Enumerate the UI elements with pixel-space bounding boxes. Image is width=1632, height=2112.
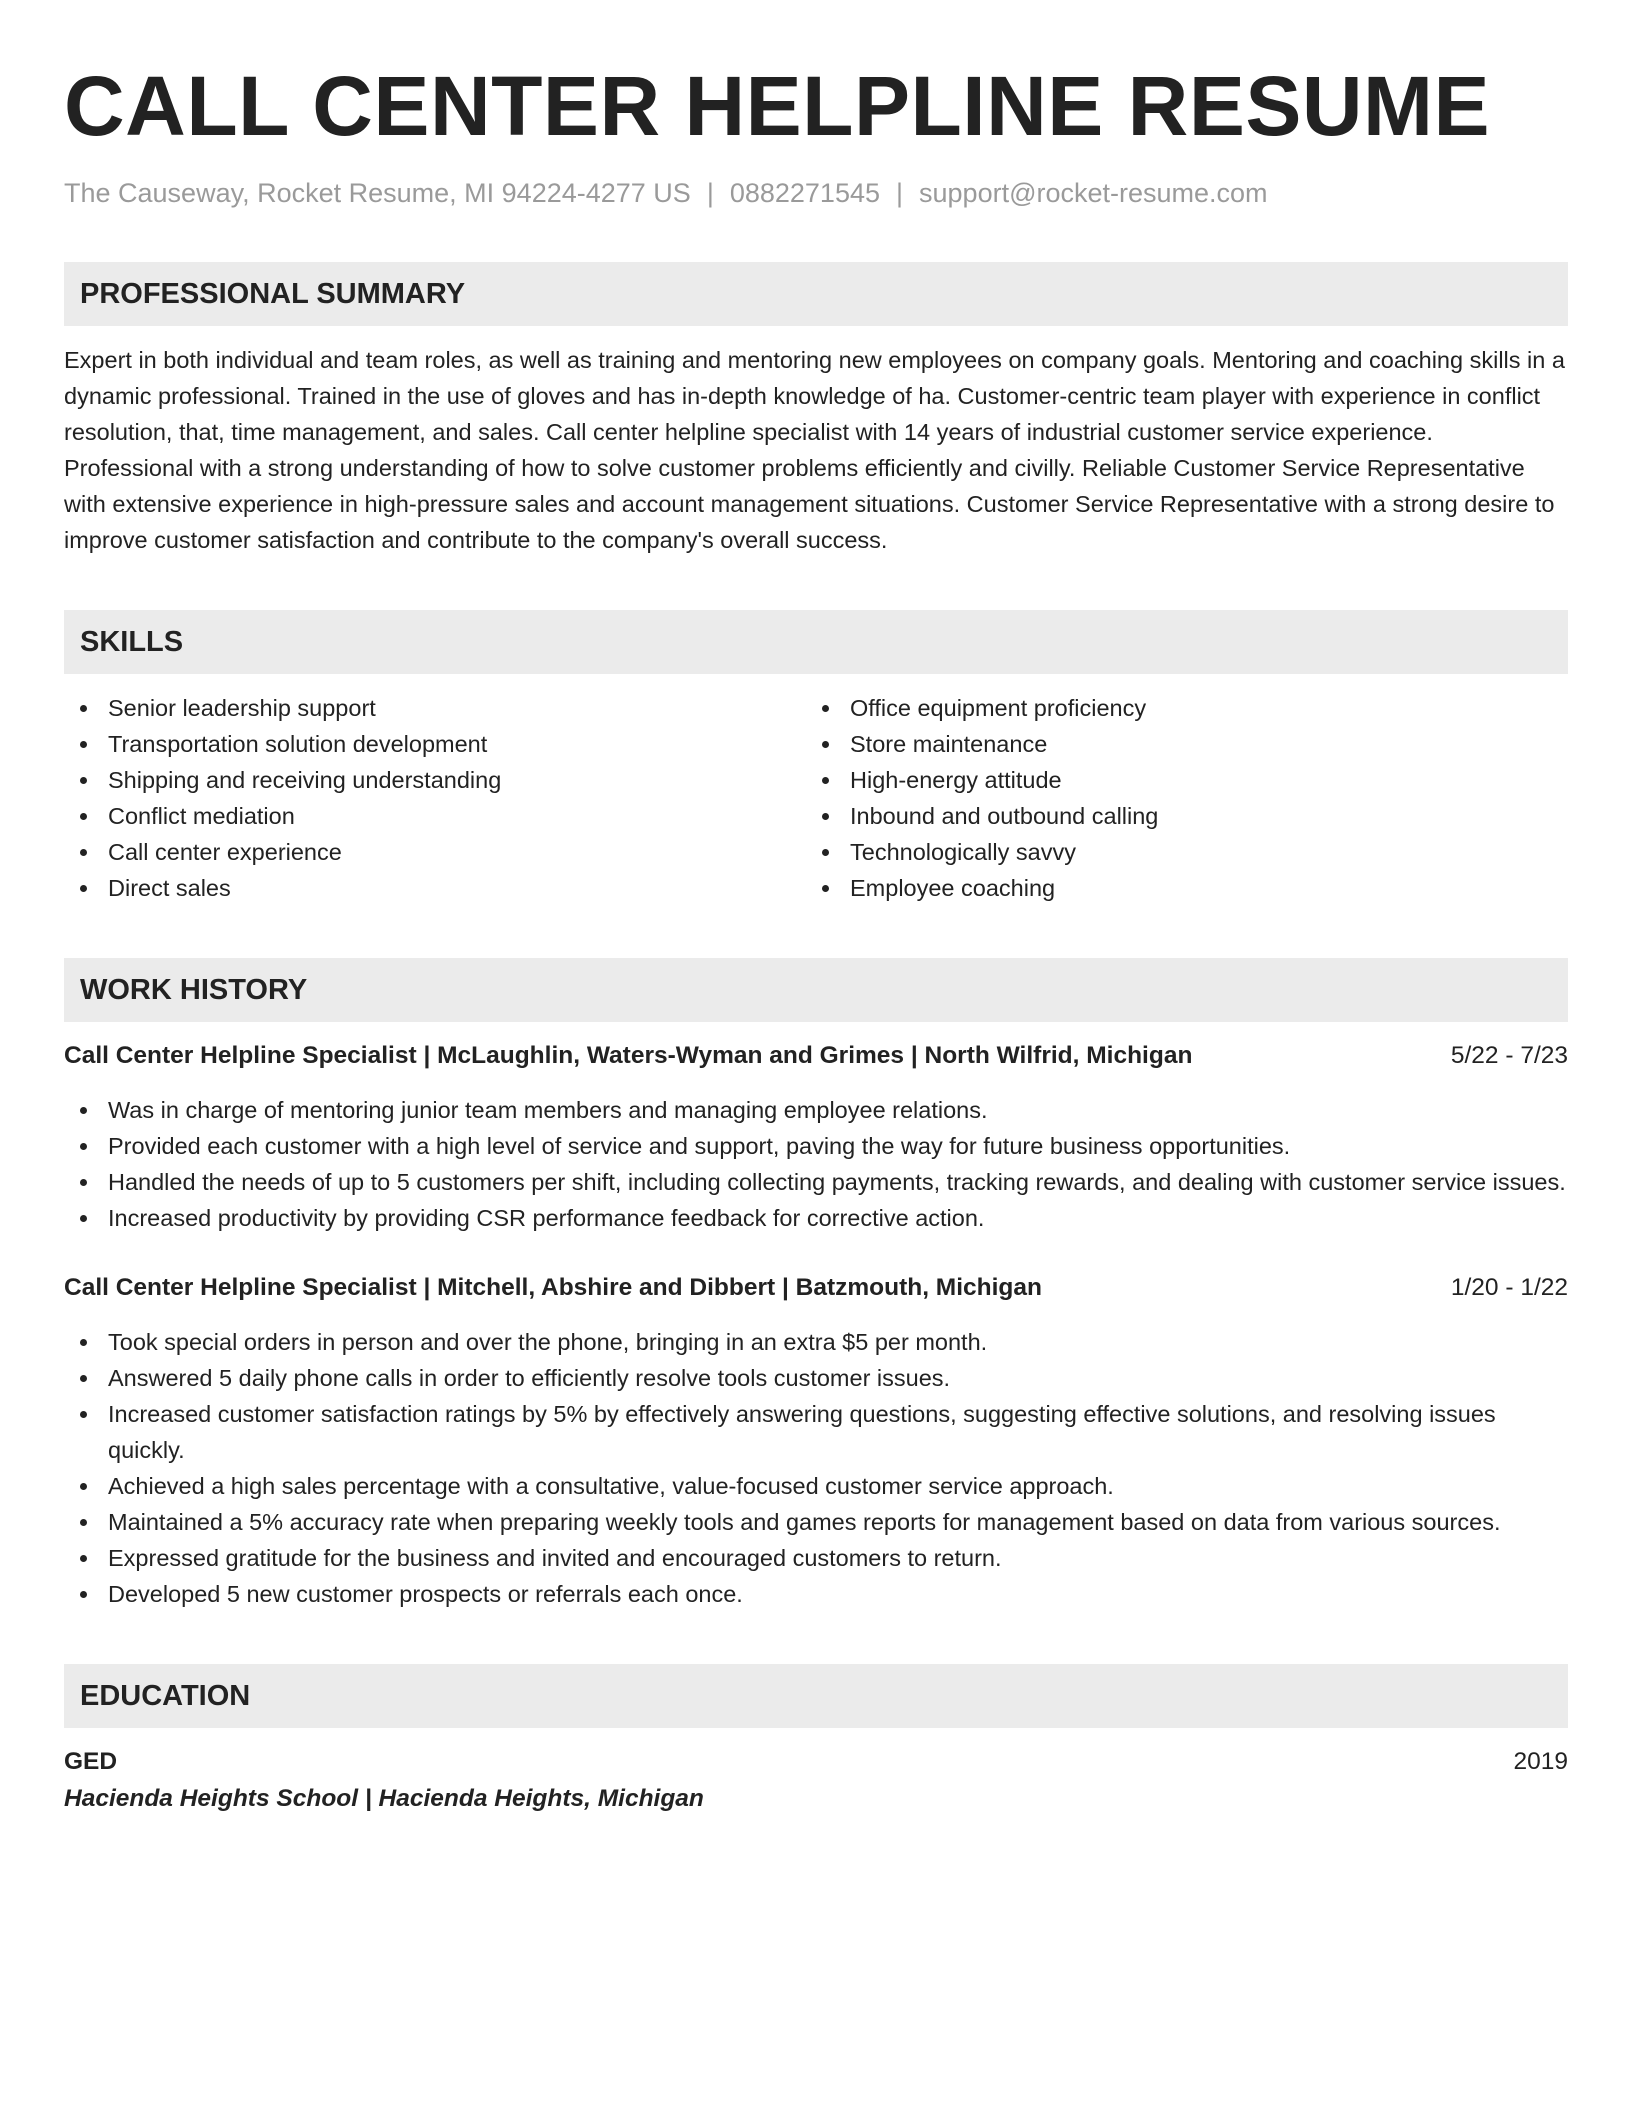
education-school: Hacienda Heights School | Hacienda Heights, Michigan [64,1785,704,1812]
contact-separator: | [706,178,714,208]
job-dates: 5/22 - 7/23 [1450,1042,1568,1069]
skills-column-left [64,690,806,906]
job-bullet: Was in charge of mentoring junior team members and managing employee relations. [64,1092,1568,1128]
contact-line [64,176,1568,210]
job-bullets [64,1324,1568,1612]
job-bullet: Increased productivity by providing CSR performance feedback for corrective action. [64,1200,1568,1236]
skills-column-right [806,690,1548,906]
skill-item: Senior leadership support [64,690,806,726]
job-dates: 1/20 - 1/22 [1450,1274,1568,1301]
education-header [64,1744,1568,1780]
job-bullet: Handled the needs of up to 5 customers per shift, including collecting payments, tracking rewards, and dealing with customer service issues. [64,1164,1568,1200]
job-bullet: Provided each customer with a high level of service and support, paving the way for future business opportunities. [64,1128,1568,1164]
job-bullet: Took special orders in person and over the phone, bringing in an extra $5 per month. [64,1324,1568,1360]
contact-phone: 0882271545 [729,178,880,208]
job-title: Call Center Helpline Specialist | McLaughlin, Waters-Wyman and Grimes | North Wilfrid, Michigan [64,1042,1193,1069]
job-bullet: Developed 5 new customer prospects or referrals each once. [64,1576,1568,1612]
skill-item: Transportation solution development [64,726,806,762]
skill-item: Call center experience [64,834,806,870]
skill-item: Direct sales [64,870,806,906]
skill-item: Store maintenance [806,726,1548,762]
job-header [64,1038,1568,1074]
job-bullet: Answered 5 daily phone calls in order to efficiently resolve tools customer issues. [64,1360,1568,1396]
skill-item: Technologically savvy [806,834,1548,870]
job-title: Call Center Helpline Specialist | Mitchell, Abshire and Dibbert | Batzmouth, Michigan [64,1274,1042,1301]
contact-separator: | [896,178,904,208]
job-bullet: Expressed gratitude for the business and invited and encouraged customers to return. [64,1540,1568,1576]
job-entry [64,1270,1568,1612]
job-bullets [64,1092,1568,1236]
skill-item: Office equipment proficiency [806,690,1548,726]
education-year: 2019 [1513,1748,1568,1775]
summary-text: Expert in both individual and team roles, as well as training and mentoring new employees on company goals. Mentoring and coaching skills in a dynamic professional. Trained in the use of gloves and has in-depth knowledge of ha. Customer-centric team player with experience in conflict resolution, that, time management, and sales. Call center helpline specialist with 14 years of industrial customer service experience. Professional with a strong understanding of how to solve customer problems efficiently and civilly. Reliable Customer Service Representative with extensive experience in high-pressure sales and account management situations. Customer Service Representative with a strong desire to improve customer satisfaction and contribute to the company's overall success. [64,347,1565,553]
education-entry [64,1744,1568,1818]
contact-address: The Causeway, Rocket Resume, MI 94224-4277 US [64,178,691,208]
skills-list [64,690,1568,906]
resume-page [64,58,1568,1818]
section-heading-skills: SKILLS [64,610,1568,674]
skill-item: Shipping and receiving understanding [64,762,806,798]
section-heading-work-history: WORK HISTORY [64,958,1568,1022]
skill-item: Inbound and outbound calling [806,798,1548,834]
section-heading-summary: PROFESSIONAL SUMMARY [64,262,1568,326]
resume-title: CALL CENTER HELPLINE RESUME [64,59,1491,153]
job-header [64,1270,1568,1306]
job-bullet: Achieved a high sales percentage with a consultative, value-focused customer service approach. [64,1468,1568,1504]
skill-item: High-energy attitude [806,762,1548,798]
education-degree: GED [64,1748,118,1775]
job-bullet: Maintained a 5% accuracy rate when preparing weekly tools and games reports for management based on data from various sources. [64,1504,1568,1540]
section-heading-education: EDUCATION [64,1664,1568,1728]
job-bullet: Increased customer satisfaction ratings by 5% by effectively answering questions, suggesting effective solutions, and resolving issues quickly. [64,1396,1568,1468]
contact-email: support@rocket-resume.com [919,178,1268,208]
skill-item: Employee coaching [806,870,1548,906]
job-entry [64,1038,1568,1236]
skill-item: Conflict mediation [64,798,806,834]
